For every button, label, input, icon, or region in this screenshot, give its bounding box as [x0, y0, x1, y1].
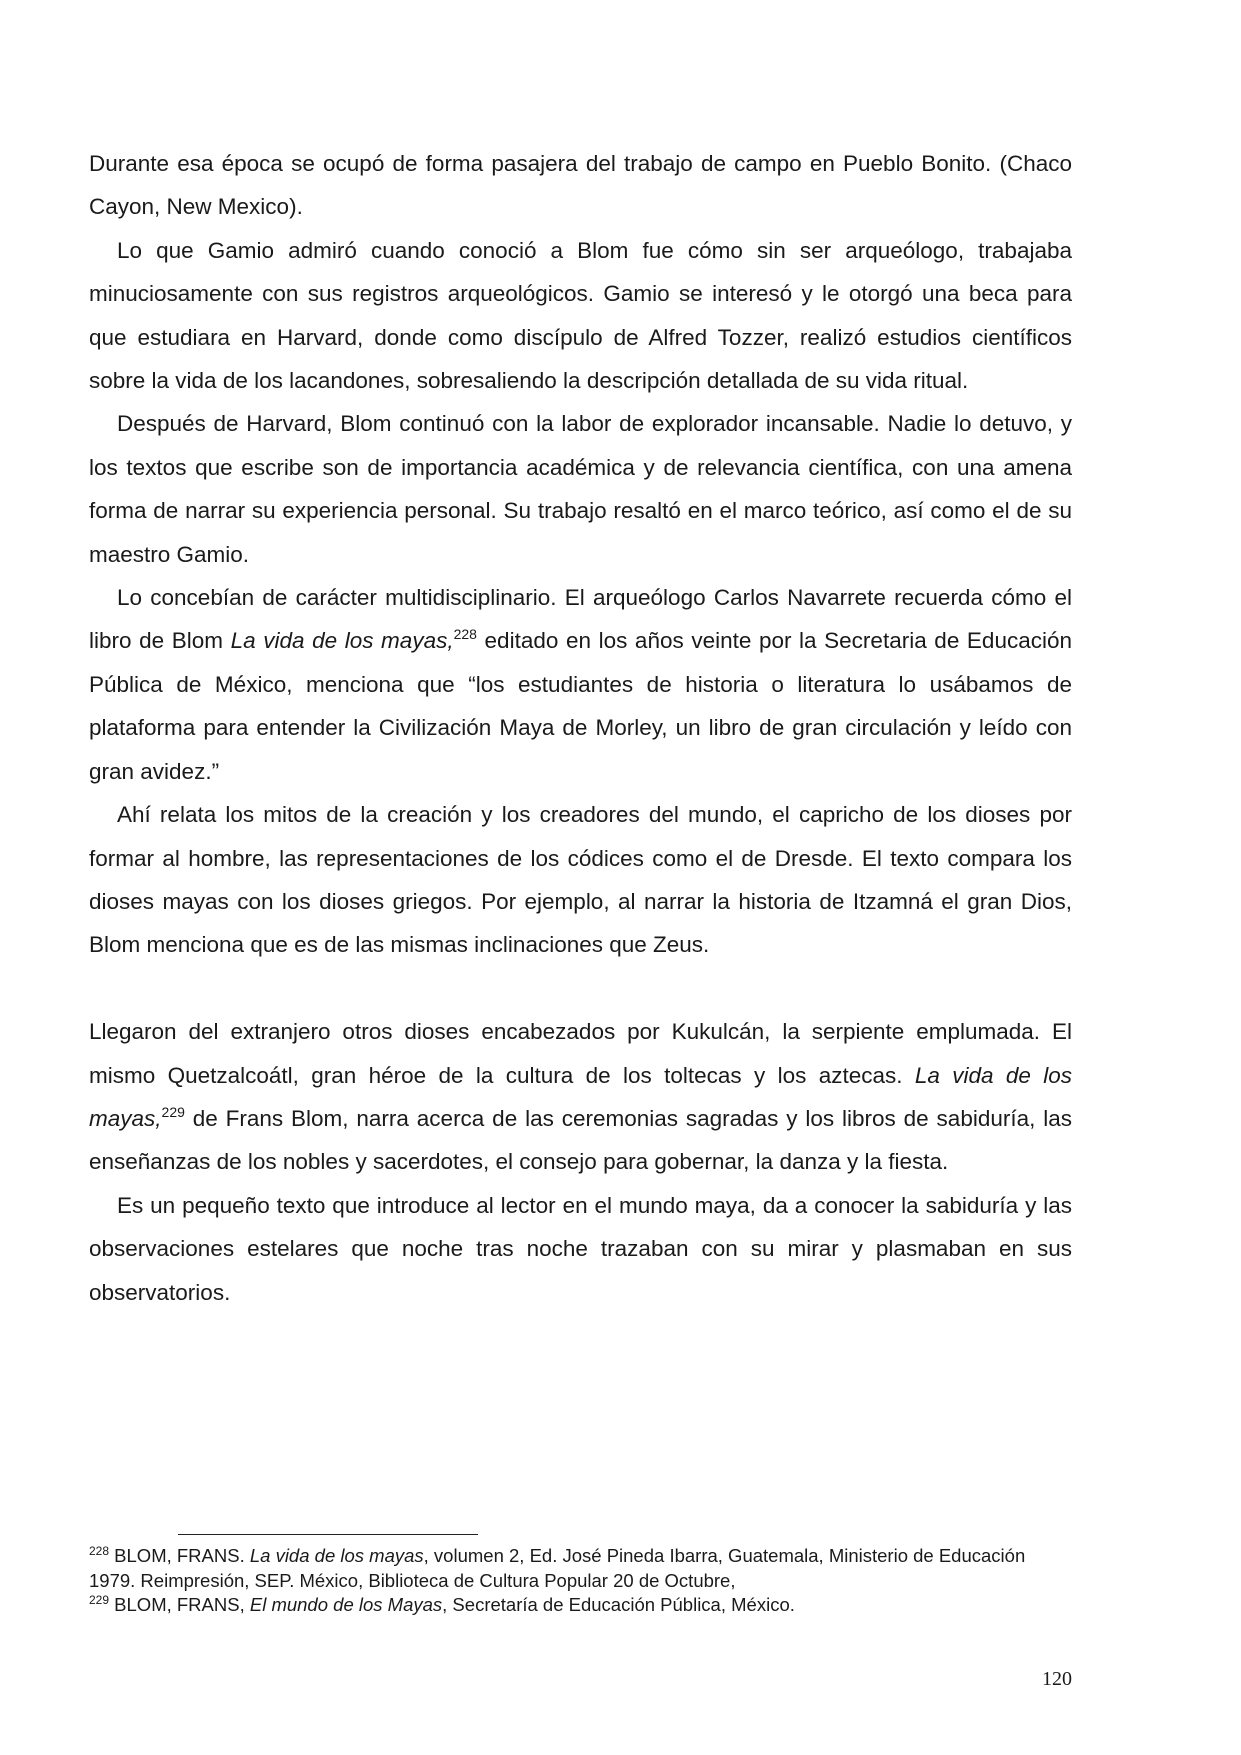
footnote-229 [89, 1593, 1072, 1618]
paragraph-1: Durante esa época se ocupó de forma pasajera del trabajo de campo en Pueblo Bonito. (Chaco Cayon, New Mexico). [89, 151, 1072, 220]
body-text [89, 142, 1072, 1314]
footnote-229-text-after: , Secretaría de Educación Pública, México. [442, 1594, 795, 1615]
footnote-ref-228[interactable]: 228 [453, 626, 477, 643]
footnotes [89, 1544, 1072, 1618]
paragraph-6 [89, 1010, 1072, 1184]
paragraph-7: Es un pequeño texto que introduce al lector en el mundo maya, da a conocer la sabiduría y las observaciones estelares que noche tras noche trazaban con su mirar y plasmaban en sus observatorios. [89, 1192, 1072, 1305]
paragraph-6-text-after: de Frans Blom, narra acerca de las ceremonias sagradas y los libros de sabiduría, las enseñanzas de los nobles y sacerdotes, el consejo para gobernar, la danza y la fiesta. [89, 1105, 1072, 1175]
footnote-number-228: 228 [89, 1544, 110, 1558]
book-title-la-vida-de-los-mayas-2: La vida de los mayas, [89, 1062, 1072, 1131]
footnote-separator [178, 1534, 478, 1535]
footnote-228-text-after: , volumen 2, Ed. José Pineda Ibarra, Guatemala, Ministerio de Educación 1979. Reimpresión, SEP. México, Biblioteca de Cultura Popular 20 de Octubre, [89, 1545, 1026, 1591]
footnote-228-text-before: BLOM, FRANS. [109, 1545, 250, 1566]
footnote-ref-229[interactable]: 229 [161, 1103, 185, 1120]
footnote-229-title: El mundo de los Mayas [249, 1594, 443, 1615]
paragraph-4 [89, 576, 1072, 793]
paragraph-6-text-before: Llegaron del extranjero otros dioses encabezados por Kukulcán, la serpiente emplumada. El mismo Quetzalcoátl, gran héroe de la cultura de los toltecas y los aztecas. [89, 1019, 1072, 1088]
paragraph-2: Lo que Gamio admiró cuando conoció a Blom fue cómo sin ser arqueólogo, trabajaba minuciosamente con sus registros arqueológicos. Gamio se interesó y le otorgó una beca para que estudiara en Harvard, donde como discípulo de Alfred Tozzer, realizó estudios científicos sobre la vida de los lacandones, sobresaliendo la descripción detallada de su vida ritual. [89, 237, 1072, 394]
page-number: 120 [1042, 1668, 1072, 1690]
footnote-228 [89, 1544, 1072, 1593]
paragraph-3: Después de Harvard, Blom continuó con la labor de explorador incansable. Nadie lo detuvo, y los textos que escribe son de importancia académica y de relevancia científica, con una amena forma de narrar su experiencia personal. Su trabajo resaltó en el marco teórico, así como el de su maestro Gamio. [89, 411, 1072, 567]
paragraph-4-text-before: Lo concebían de carácter multidisciplinario. El arqueólogo Carlos Navarrete recuerda cómo el libro de Blom [89, 585, 1072, 654]
footnote-228-title: La vida de los mayas [249, 1545, 424, 1566]
footnote-229-text-before: BLOM, FRANS, [109, 1594, 250, 1615]
book-title-la-vida-de-los-mayas: La vida de los mayas, [230, 628, 454, 654]
footnote-number-229: 229 [89, 1593, 110, 1607]
paragraph-4-text-after: editado en los años veinte por la Secretaria de Educación Pública de México, menciona que “los estudiantes de historia o literatura lo usábamos de plataforma para entender la Civilización Maya de Morley, un libro de gran circulación y leído con gran avidez.” [89, 628, 1072, 784]
paragraph-5: Ahí relata los mitos de la creación y los creadores del mundo, el capricho de los dioses por formar al hombre, las representaciones de los códices como el de Dresde. El texto compara los dioses mayas con los dioses griegos. Por ejemplo, al narrar la historia de Itzamná el gran Dios, Blom menciona que es de las mismas inclinaciones que Zeus. [89, 802, 1072, 958]
